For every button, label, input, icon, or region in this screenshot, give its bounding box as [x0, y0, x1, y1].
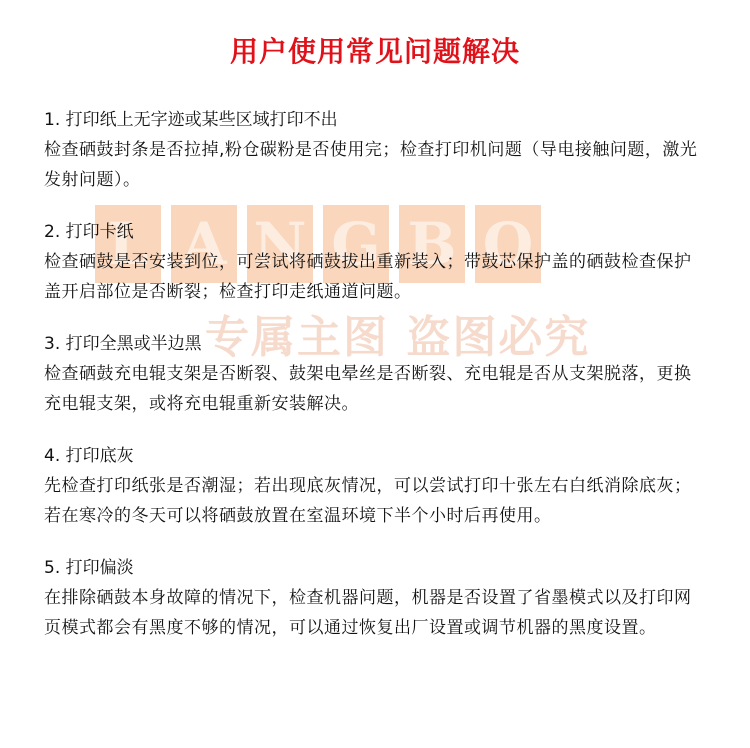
watermark-letter: N — [247, 205, 313, 283]
faq-item — [44, 553, 704, 643]
faq-item-body: 检查硒鼓是否安装到位，可尝试将硒鼓拔出重新装入；带鼓芯保护盖的硒鼓检查保护盖开启部位是否断裂；检查打印走纸通道问题。 — [44, 252, 692, 302]
watermark-slogan: 专属主图 盗图必究 — [205, 312, 591, 363]
faq-item-body: 在排除硒鼓本身故障的情况下，检查机器问题，机器是否设置了省墨模式以及打印网页模式都会有黑度不够的情况，可以通过恢复出厂设置或调节机器的黑度设置。 — [44, 588, 692, 638]
faq-item-body: 先检查打印纸张是否潮湿；若出现底灰情况，可以尝试打印十张左右白纸消除底灰；若在寒冷的冬天可以将硒鼓放置在室温环境下半个小时后再使用。 — [44, 476, 692, 526]
watermark-letter: O — [475, 205, 541, 283]
faq-item — [44, 441, 704, 531]
page-title: 用户使用常见问题解决 — [229, 35, 520, 68]
faq-item-title: 1. 打印纸上无字迹或某些区域打印不出 — [44, 110, 338, 130]
faq-item — [44, 105, 704, 195]
watermark-letter: L — [95, 205, 161, 283]
faq-item-body: 检查硒鼓充电辊支架是否断裂、鼓架电晕丝是否断裂、充电辊是否从支架脱落，更换充电辊支架，或将充电辊重新安装解决。 — [44, 364, 692, 414]
watermark-letter: G — [323, 205, 389, 283]
faq-item-title: 3. 打印全黑或半边黑 — [44, 334, 202, 354]
faq-item — [44, 329, 704, 419]
faq-list — [44, 105, 704, 665]
faq-item-body: 检查硒鼓封条是否拉掉,粉仓碳粉是否使用完；检查打印机问题（导电接触问题，激光发射问题）。 — [44, 140, 698, 190]
faq-item-title: 2. 打印卡纸 — [44, 222, 134, 242]
faq-item — [44, 217, 704, 307]
watermark-letter: B — [399, 205, 465, 283]
watermark-letter: A — [171, 205, 237, 283]
faq-item-title: 4. 打印底灰 — [44, 446, 134, 466]
faq-item-title: 5. 打印偏淡 — [44, 558, 134, 578]
